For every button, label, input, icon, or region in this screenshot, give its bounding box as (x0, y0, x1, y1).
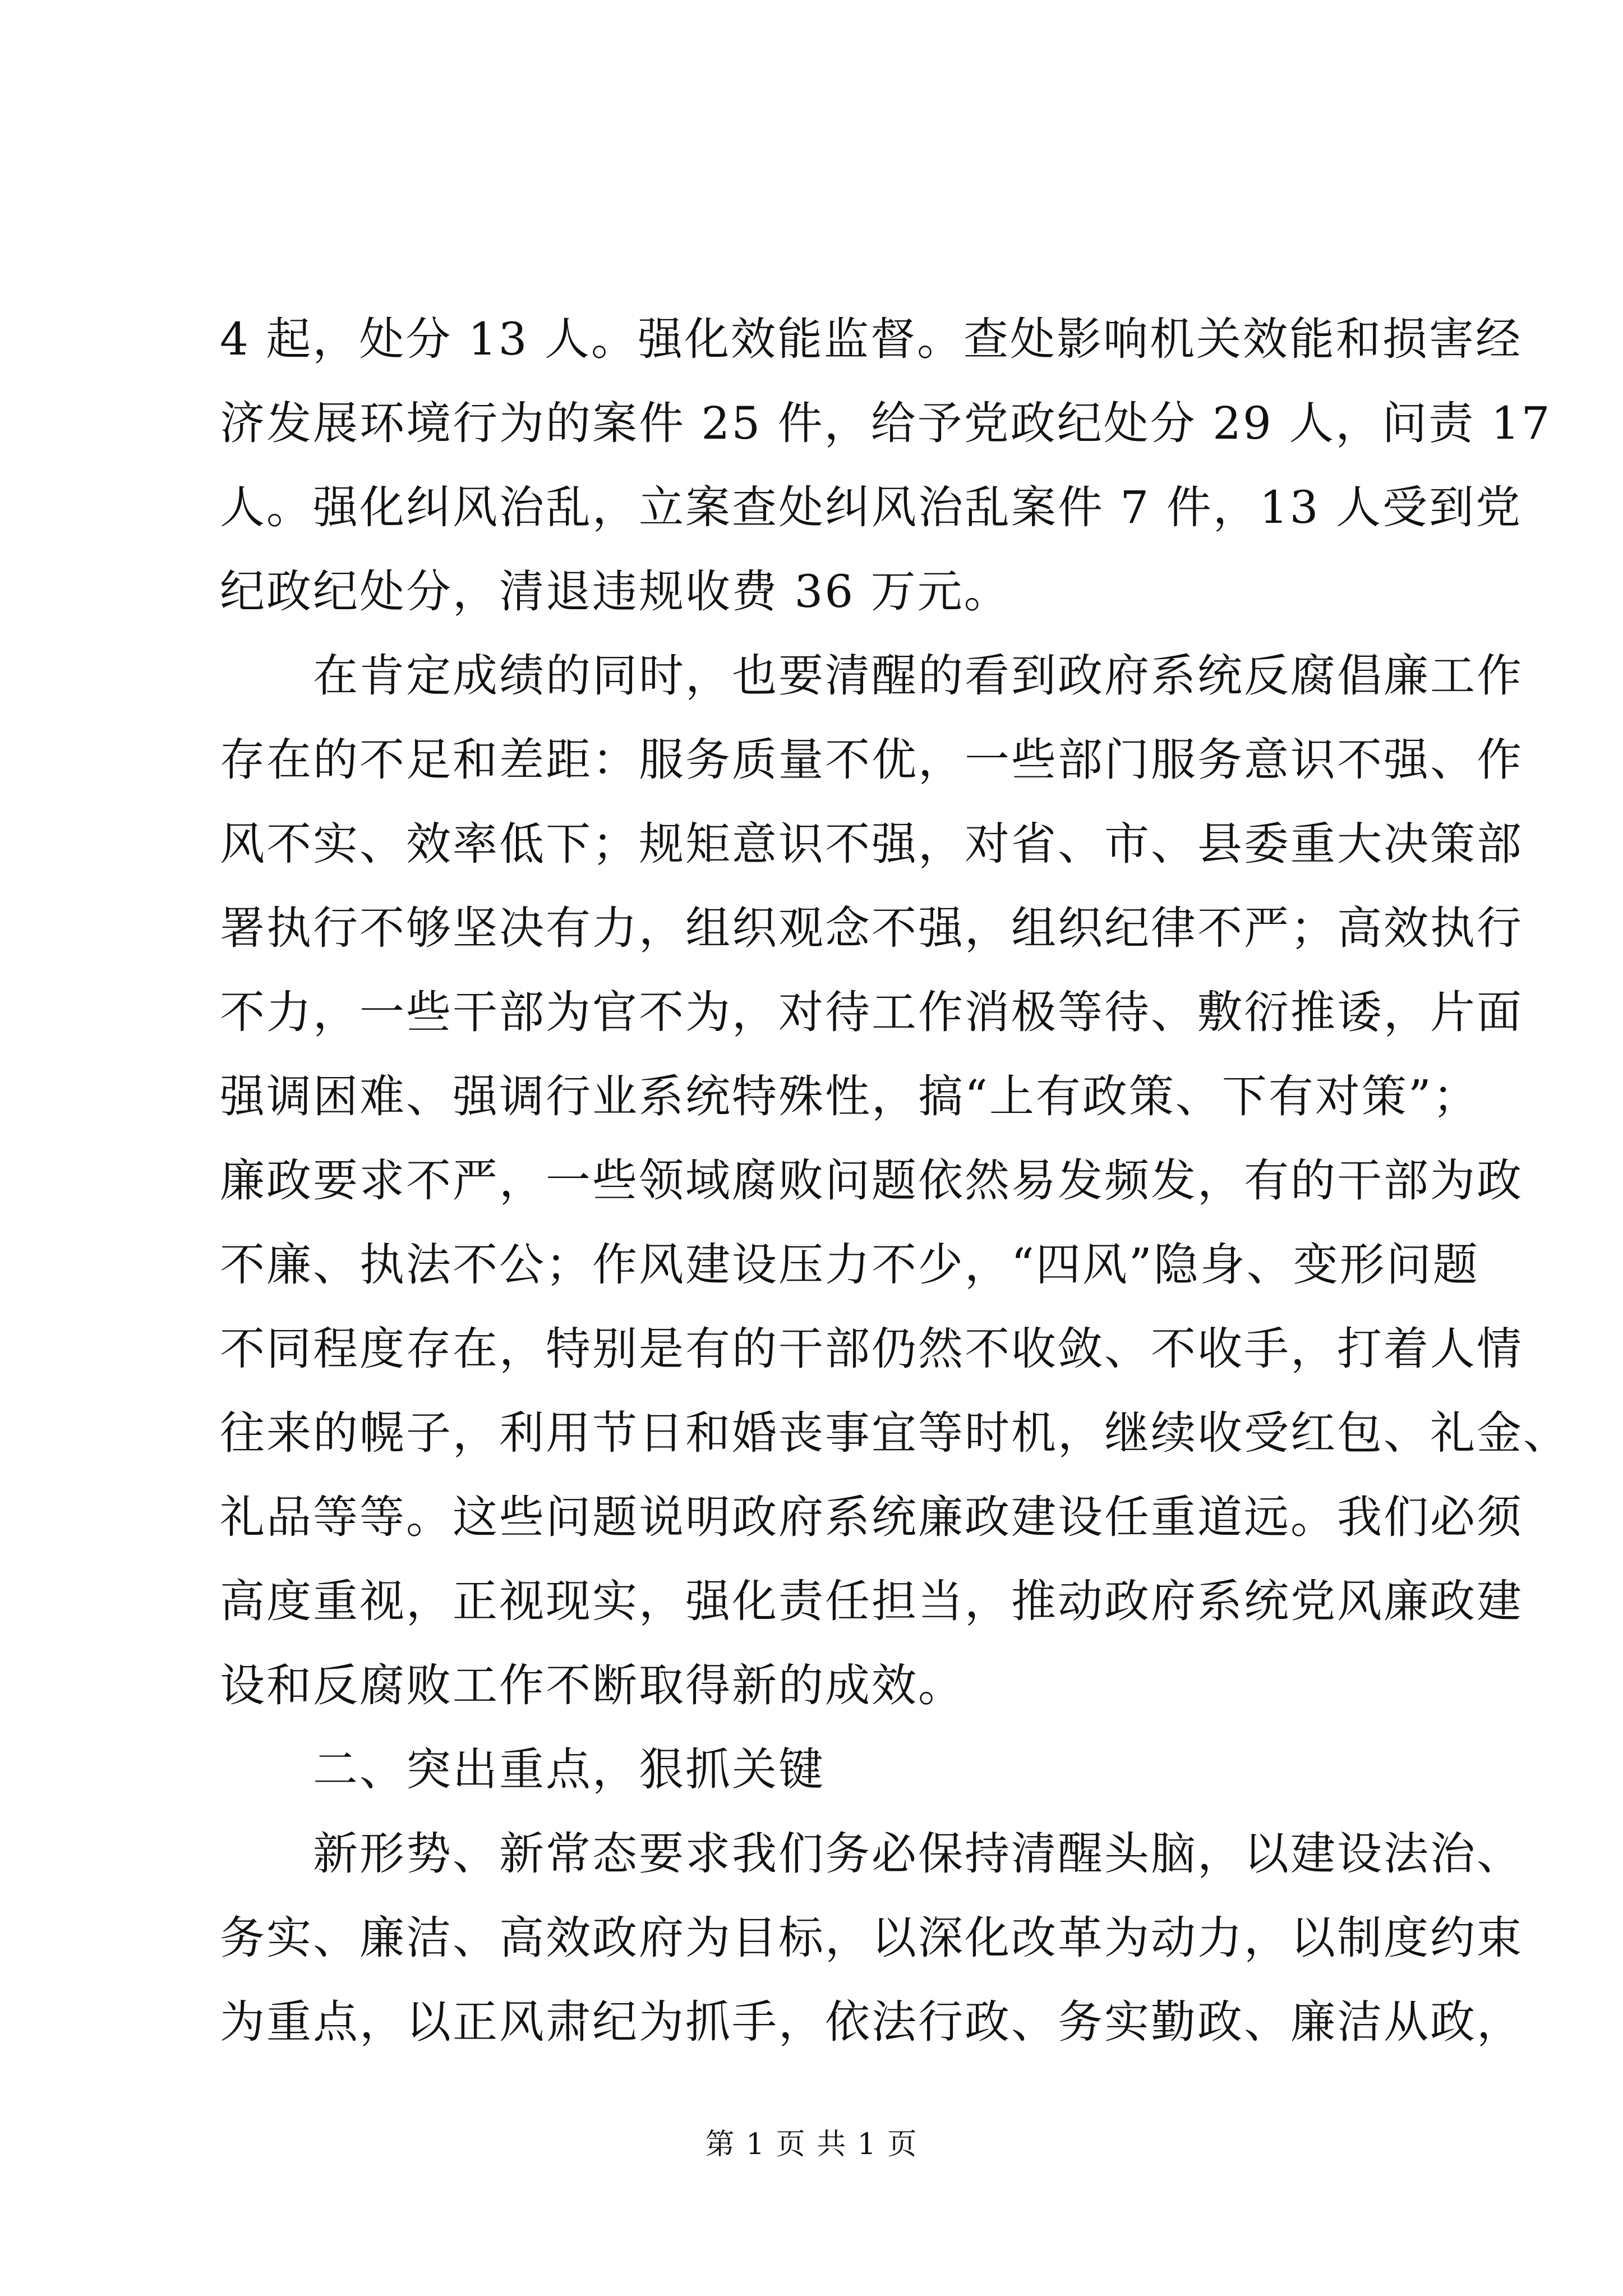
text-line: 在肯定成绩的同时，也要清醒的看到政府系统反腐倡廉工作 (313, 650, 1523, 702)
paragraph (220, 1812, 1523, 2064)
text-line: 高度重视，正视现实，强化责任担当，推动政府系统党风廉政建 (220, 1575, 1523, 1627)
text-line: 4 起，处分 13 人。强化效能监督。查处影响机关效能和损害经 (220, 313, 1522, 365)
text-line: 纪政纪处分，清退违规收费 36 万元。 (220, 565, 1011, 618)
text-line: 礼品等等。这些问题说明政府系统廉政建设任重道远。我们必须 (220, 1491, 1523, 1543)
text-line: 济发展环境行为的案件 25 件，给予党政纪处分 29 人，问责 17 (220, 397, 1552, 449)
text-line: 新形势、新常态要求我们务必保持清醒头脑，以建设法治、 (313, 1828, 1523, 1880)
page-number: 第 1 页 共 1 页 (705, 2128, 918, 2161)
text-line: 不同程度存在，特别是有的干部仍然不收敛、不收手，打着人情 (220, 1323, 1523, 1375)
text-line: 强调困难、强调行业系统特殊性，搞“上有政策、下有对策”； (220, 1070, 1479, 1122)
text-line: 不力，一些干部为官不为，对待工作消极等待、敷衍推诿，片面 (220, 986, 1523, 1038)
text-line: 设和反腐败工作不断取得新的成效。 (220, 1659, 965, 1711)
text-line: 二、突出重点，狠抓关键 (313, 1743, 825, 1796)
text-line: 务实、廉洁、高效政府为目标，以深化改革为动力，以制度约束 (220, 1912, 1523, 1964)
section-heading (220, 1728, 1414, 1812)
text-line: 署执行不够坚决有力，组织观念不强，组织纪律不严；高效执行 (220, 902, 1523, 954)
text-line: 为重点，以正风肃纪为抓手，依法行政、务实勤政、廉洁从政， (220, 1996, 1523, 2048)
text-line: 往来的幌子，利用节日和婚丧事宜等时机，继续收受红包、礼金、 (220, 1407, 1570, 1459)
text-line: 风不实、效率低下；规矩意识不强，对省、市、县委重大决策部 (220, 818, 1523, 870)
text-line: 存在的不足和差距：服务质量不优，一些部门服务意识不强、作 (220, 734, 1523, 786)
paragraph (220, 634, 1570, 1728)
text-line: 人。强化纠风治乱，立案查处纠风治乱案件 7 件，13 人受到党 (220, 481, 1522, 533)
text-line: 不廉、执法不公；作风建设压力不少，“四风”隐身、变形问题 (220, 1239, 1479, 1291)
text-line: 廉政要求不严，一些领域腐败问题依然易发频发，有的干部为政 (220, 1154, 1523, 1207)
document-body (220, 297, 1570, 2064)
paragraph (220, 297, 1552, 634)
